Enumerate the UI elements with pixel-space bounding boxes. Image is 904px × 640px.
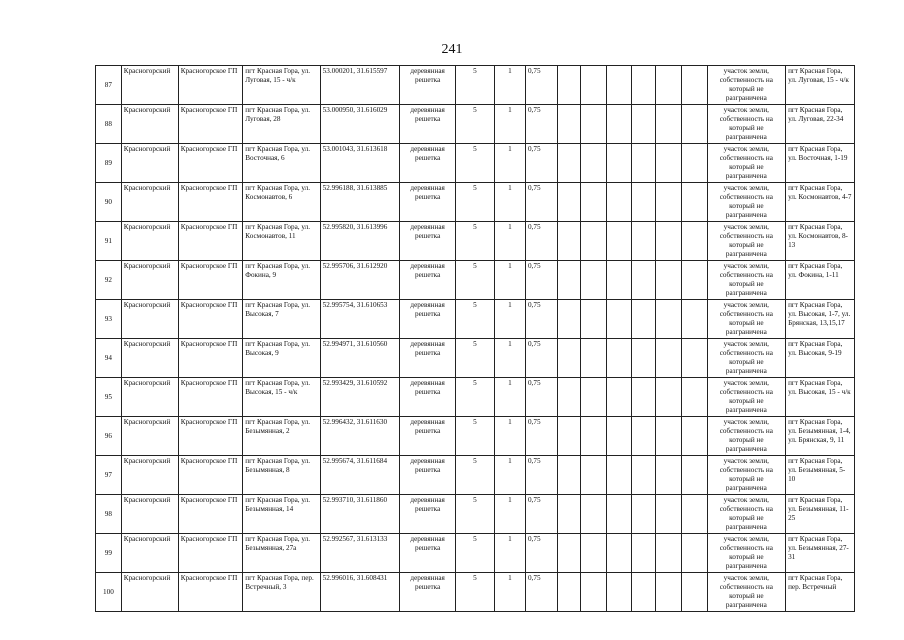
coordinates-cell: 52.993710, 31.611860 [320,495,400,534]
address-cell: пгт Красная Гора, пер. Встречный, 3 [243,573,320,612]
empty-cell [656,378,682,417]
empty-cell [580,105,606,144]
quantity-cell: 1 [494,183,525,222]
empty-cell [656,573,682,612]
served-addresses-cell: пгт Красная Гора, пер. Встречный [786,573,855,612]
empty-cell [606,183,632,222]
volume-cell: 0,75 [525,222,557,261]
empty-cell [580,300,606,339]
served-addresses-cell: пгт Красная Гора, ул. Космонавтов, 4-7 [786,183,855,222]
table-row [96,144,855,183]
row-number: 89 [96,144,122,183]
empty-cell [558,144,581,183]
empty-cell [606,261,632,300]
count-cell: 5 [456,573,495,612]
volume-cell: 0,75 [525,495,557,534]
coordinates-cell: 52.993429, 31.610592 [320,378,400,417]
empty-cell [681,417,707,456]
table-row [96,495,855,534]
quantity-cell: 1 [494,144,525,183]
settlement-cell: Красногорское ГП [178,300,243,339]
coordinates-cell: 52.996016, 31.608431 [320,573,400,612]
empty-cell [632,300,656,339]
empty-cell [632,339,656,378]
coordinates-cell: 52.995754, 31.610653 [320,300,400,339]
table-row [96,573,855,612]
empty-cell [558,339,581,378]
address-cell: пгт Красная Гора, ул. Безымянная, 2 [243,417,320,456]
empty-cell [681,495,707,534]
table-row [96,300,855,339]
district-cell: Красногорский [121,534,178,573]
settlement-cell: Красногорское ГП [178,534,243,573]
served-addresses-cell: пгт Красная Гора, ул. Безымянная, 5-10 [786,456,855,495]
address-cell: пгт Красная Гора, ул. Космонавтов, 6 [243,183,320,222]
empty-cell [580,66,606,105]
empty-cell [606,144,632,183]
volume-cell: 0,75 [525,339,557,378]
cover-type-cell: деревянная решетка [400,534,456,573]
district-cell: Красногорский [121,378,178,417]
empty-cell [558,495,581,534]
served-addresses-cell: пгт Красная Гора, ул. Высокая, 9-19 [786,339,855,378]
settlement-cell: Красногорское ГП [178,378,243,417]
table-row [96,417,855,456]
empty-cell [681,456,707,495]
ownership-cell: участок земли, собственность на который не разграничена [707,339,785,378]
empty-cell [681,261,707,300]
quantity-cell: 1 [494,66,525,105]
cover-type-cell: деревянная решетка [400,300,456,339]
empty-cell [558,222,581,261]
table-row [96,456,855,495]
address-cell: пгт Красная Гора, ул. Фокина, 9 [243,261,320,300]
district-cell: Красногорский [121,261,178,300]
volume-cell: 0,75 [525,456,557,495]
empty-cell [580,456,606,495]
quantity-cell: 1 [494,456,525,495]
empty-cell [606,222,632,261]
district-cell: Красногорский [121,105,178,144]
volume-cell: 0,75 [525,261,557,300]
volume-cell: 0,75 [525,300,557,339]
quantity-cell: 1 [494,105,525,144]
row-number: 90 [96,183,122,222]
ownership-cell: участок земли, собственность на который не разграничена [707,300,785,339]
cover-type-cell: деревянная решетка [400,183,456,222]
volume-cell: 0,75 [525,183,557,222]
empty-cell [606,573,632,612]
table-row [96,378,855,417]
ownership-cell: участок земли, собственность на который не разграничена [707,144,785,183]
empty-cell [580,495,606,534]
ownership-cell: участок земли, собственность на который не разграничена [707,495,785,534]
served-addresses-cell: пгт Красная Гора, ул. Восточная, 1-19 [786,144,855,183]
ownership-cell: участок земли, собственность на который не разграничена [707,456,785,495]
empty-cell [580,573,606,612]
empty-cell [681,378,707,417]
table-row [96,105,855,144]
count-cell: 5 [456,222,495,261]
empty-cell [580,144,606,183]
settlement-cell: Красногорское ГП [178,573,243,612]
coordinates-cell: 52.992567, 31.613133 [320,534,400,573]
coordinates-cell: 53.000201, 31.615597 [320,66,400,105]
count-cell: 5 [456,456,495,495]
empty-cell [606,300,632,339]
count-cell: 5 [456,300,495,339]
cover-type-cell: деревянная решетка [400,339,456,378]
empty-cell [656,495,682,534]
empty-cell [632,573,656,612]
empty-cell [681,300,707,339]
served-addresses-cell: пгт Красная Гора, ул. Фокина, 1-11 [786,261,855,300]
cover-type-cell: деревянная решетка [400,417,456,456]
empty-cell [656,456,682,495]
empty-cell [681,534,707,573]
count-cell: 5 [456,378,495,417]
ownership-cell: участок земли, собственность на который не разграничена [707,105,785,144]
empty-cell [606,378,632,417]
table-row [96,66,855,105]
count-cell: 5 [456,66,495,105]
ownership-cell: участок земли, собственность на который не разграничена [707,183,785,222]
empty-cell [606,495,632,534]
coordinates-cell: 53.000950, 31.616029 [320,105,400,144]
empty-cell [558,183,581,222]
served-addresses-cell: пгт Красная Гора, ул. Космонавтов, 8-13 [786,222,855,261]
address-cell: пгт Красная Гора, ул. Космонавтов, 11 [243,222,320,261]
count-cell: 5 [456,534,495,573]
empty-cell [632,144,656,183]
empty-cell [580,183,606,222]
empty-cell [580,339,606,378]
ownership-cell: участок земли, собственность на который не разграничена [707,66,785,105]
empty-cell [681,183,707,222]
quantity-cell: 1 [494,417,525,456]
quantity-cell: 1 [494,300,525,339]
district-cell: Красногорский [121,573,178,612]
cover-type-cell: деревянная решетка [400,495,456,534]
empty-cell [632,66,656,105]
volume-cell: 0,75 [525,378,557,417]
empty-cell [558,300,581,339]
quantity-cell: 1 [494,495,525,534]
empty-cell [558,261,581,300]
district-cell: Красногорский [121,183,178,222]
count-cell: 5 [456,417,495,456]
quantity-cell: 1 [494,534,525,573]
empty-cell [632,534,656,573]
address-cell: пгт Красная Гора, ул. Высокая, 15 - ч/к [243,378,320,417]
coordinates-cell: 52.996188, 31.613885 [320,183,400,222]
ownership-cell: участок земли, собственность на который не разграничена [707,222,785,261]
row-number: 93 [96,300,122,339]
ownership-cell: участок земли, собственность на который не разграничена [707,261,785,300]
empty-cell [656,300,682,339]
empty-cell [580,534,606,573]
empty-cell [656,105,682,144]
empty-cell [580,222,606,261]
settlement-cell: Красногорское ГП [178,144,243,183]
empty-cell [606,456,632,495]
ownership-cell: участок земли, собственность на который не разграничена [707,534,785,573]
row-number: 100 [96,573,122,612]
cover-type-cell: деревянная решетка [400,378,456,417]
coordinates-cell: 52.995820, 31.613996 [320,222,400,261]
empty-cell [558,573,581,612]
empty-cell [681,105,707,144]
empty-cell [681,573,707,612]
quantity-cell: 1 [494,573,525,612]
table-row [96,222,855,261]
address-cell: пгт Красная Гора, ул. Луговая, 28 [243,105,320,144]
empty-cell [656,144,682,183]
settlement-cell: Красногорское ГП [178,417,243,456]
empty-cell [558,105,581,144]
empty-cell [681,222,707,261]
empty-cell [558,66,581,105]
cover-type-cell: деревянная решетка [400,222,456,261]
coordinates-cell: 52.994971, 31.610560 [320,339,400,378]
quantity-cell: 1 [494,222,525,261]
address-cell: пгт Красная Гора, ул. Луговая, 15 - ч/к [243,66,320,105]
settlement-cell: Красногорское ГП [178,495,243,534]
row-number: 91 [96,222,122,261]
empty-cell [656,339,682,378]
row-number: 97 [96,456,122,495]
served-addresses-cell: пгт Красная Гора, ул. Высокая, 15 - ч/к [786,378,855,417]
empty-cell [632,222,656,261]
empty-cell [632,495,656,534]
count-cell: 5 [456,495,495,534]
row-number: 96 [96,417,122,456]
count-cell: 5 [456,105,495,144]
row-number: 92 [96,261,122,300]
district-cell: Красногорский [121,144,178,183]
address-cell: пгт Красная Гора, ул. Безымянная, 14 [243,495,320,534]
empty-cell [681,66,707,105]
settlement-cell: Красногорское ГП [178,339,243,378]
empty-cell [632,417,656,456]
quantity-cell: 1 [494,261,525,300]
quantity-cell: 1 [494,339,525,378]
row-number: 95 [96,378,122,417]
table-body [96,66,855,612]
empty-cell [656,66,682,105]
table-row [96,534,855,573]
empty-cell [580,378,606,417]
row-number: 99 [96,534,122,573]
district-cell: Красногорский [121,339,178,378]
cover-type-cell: деревянная решетка [400,144,456,183]
served-addresses-cell: пгт Красная Гора, ул. Луговая, 15 - ч/к [786,66,855,105]
empty-cell [558,378,581,417]
count-cell: 5 [456,261,495,300]
coordinates-cell: 53.001043, 31.613618 [320,144,400,183]
empty-cell [558,417,581,456]
served-addresses-cell: пгт Красная Гора, ул. Безымянная, 1-4, ул. Брянская, 9, 11 [786,417,855,456]
empty-cell [606,339,632,378]
count-cell: 5 [456,183,495,222]
cover-type-cell: деревянная решетка [400,456,456,495]
address-cell: пгт Красная Гора, ул. Безымянная, 8 [243,456,320,495]
page-number: 241 [441,42,463,57]
count-cell: 5 [456,144,495,183]
empty-cell [656,534,682,573]
settlement-cell: Красногорское ГП [178,261,243,300]
address-cell: пгт Красная Гора, ул. Высокая, 9 [243,339,320,378]
district-cell: Красногорский [121,222,178,261]
empty-cell [632,183,656,222]
empty-cell [606,417,632,456]
ownership-cell: участок земли, собственность на который не разграничена [707,417,785,456]
settlement-cell: Красногорское ГП [178,105,243,144]
count-cell: 5 [456,339,495,378]
empty-cell [632,261,656,300]
empty-cell [580,261,606,300]
row-number: 94 [96,339,122,378]
volume-cell: 0,75 [525,573,557,612]
district-cell: Красногорский [121,417,178,456]
empty-cell [656,183,682,222]
volume-cell: 0,75 [525,417,557,456]
coordinates-cell: 52.996432, 31.611630 [320,417,400,456]
cover-type-cell: деревянная решетка [400,261,456,300]
empty-cell [558,534,581,573]
empty-cell [656,417,682,456]
empty-cell [558,456,581,495]
empty-cell [632,105,656,144]
row-number: 87 [96,66,122,105]
row-number: 98 [96,495,122,534]
empty-cell [656,261,682,300]
ownership-cell: участок земли, собственность на который не разграничена [707,378,785,417]
settlement-cell: Красногорское ГП [178,456,243,495]
district-cell: Красногорский [121,66,178,105]
cover-type-cell: деревянная решетка [400,66,456,105]
coordinates-cell: 52.995706, 31.612920 [320,261,400,300]
ownership-cell: участок земли, собственность на который не разграничена [707,573,785,612]
register-table [95,65,855,612]
empty-cell [580,417,606,456]
cover-type-cell: деревянная решетка [400,105,456,144]
volume-cell: 0,75 [525,105,557,144]
settlement-cell: Красногорское ГП [178,66,243,105]
empty-cell [606,66,632,105]
district-cell: Красногорский [121,456,178,495]
empty-cell [681,144,707,183]
address-cell: пгт Красная Гора, ул. Безымянная, 27а [243,534,320,573]
coordinates-cell: 52.995674, 31.611684 [320,456,400,495]
table-row [96,339,855,378]
served-addresses-cell: пгт Красная Гора, ул. Безымянная, 27-31 [786,534,855,573]
settlement-cell: Красногорское ГП [178,183,243,222]
empty-cell [681,339,707,378]
settlement-cell: Красногорское ГП [178,222,243,261]
row-number: 88 [96,105,122,144]
served-addresses-cell: пгт Красная Гора, ул. Безымянная, 11-25 [786,495,855,534]
volume-cell: 0,75 [525,66,557,105]
address-cell: пгт Красная Гора, ул. Восточная, 6 [243,144,320,183]
table-row [96,183,855,222]
served-addresses-cell: пгт Красная Гора, ул. Высокая, 1-7, ул. Брянская, 13,15,17 [786,300,855,339]
served-addresses-cell: пгт Красная Гора, ул. Луговая, 22-34 [786,105,855,144]
empty-cell [606,534,632,573]
volume-cell: 0,75 [525,534,557,573]
empty-cell [632,456,656,495]
volume-cell: 0,75 [525,144,557,183]
empty-cell [656,222,682,261]
empty-cell [606,105,632,144]
district-cell: Красногорский [121,300,178,339]
district-cell: Красногорский [121,495,178,534]
table-row [96,261,855,300]
cover-type-cell: деревянная решетка [400,573,456,612]
quantity-cell: 1 [494,378,525,417]
empty-cell [632,378,656,417]
address-cell: пгт Красная Гора, ул. Высокая, 7 [243,300,320,339]
